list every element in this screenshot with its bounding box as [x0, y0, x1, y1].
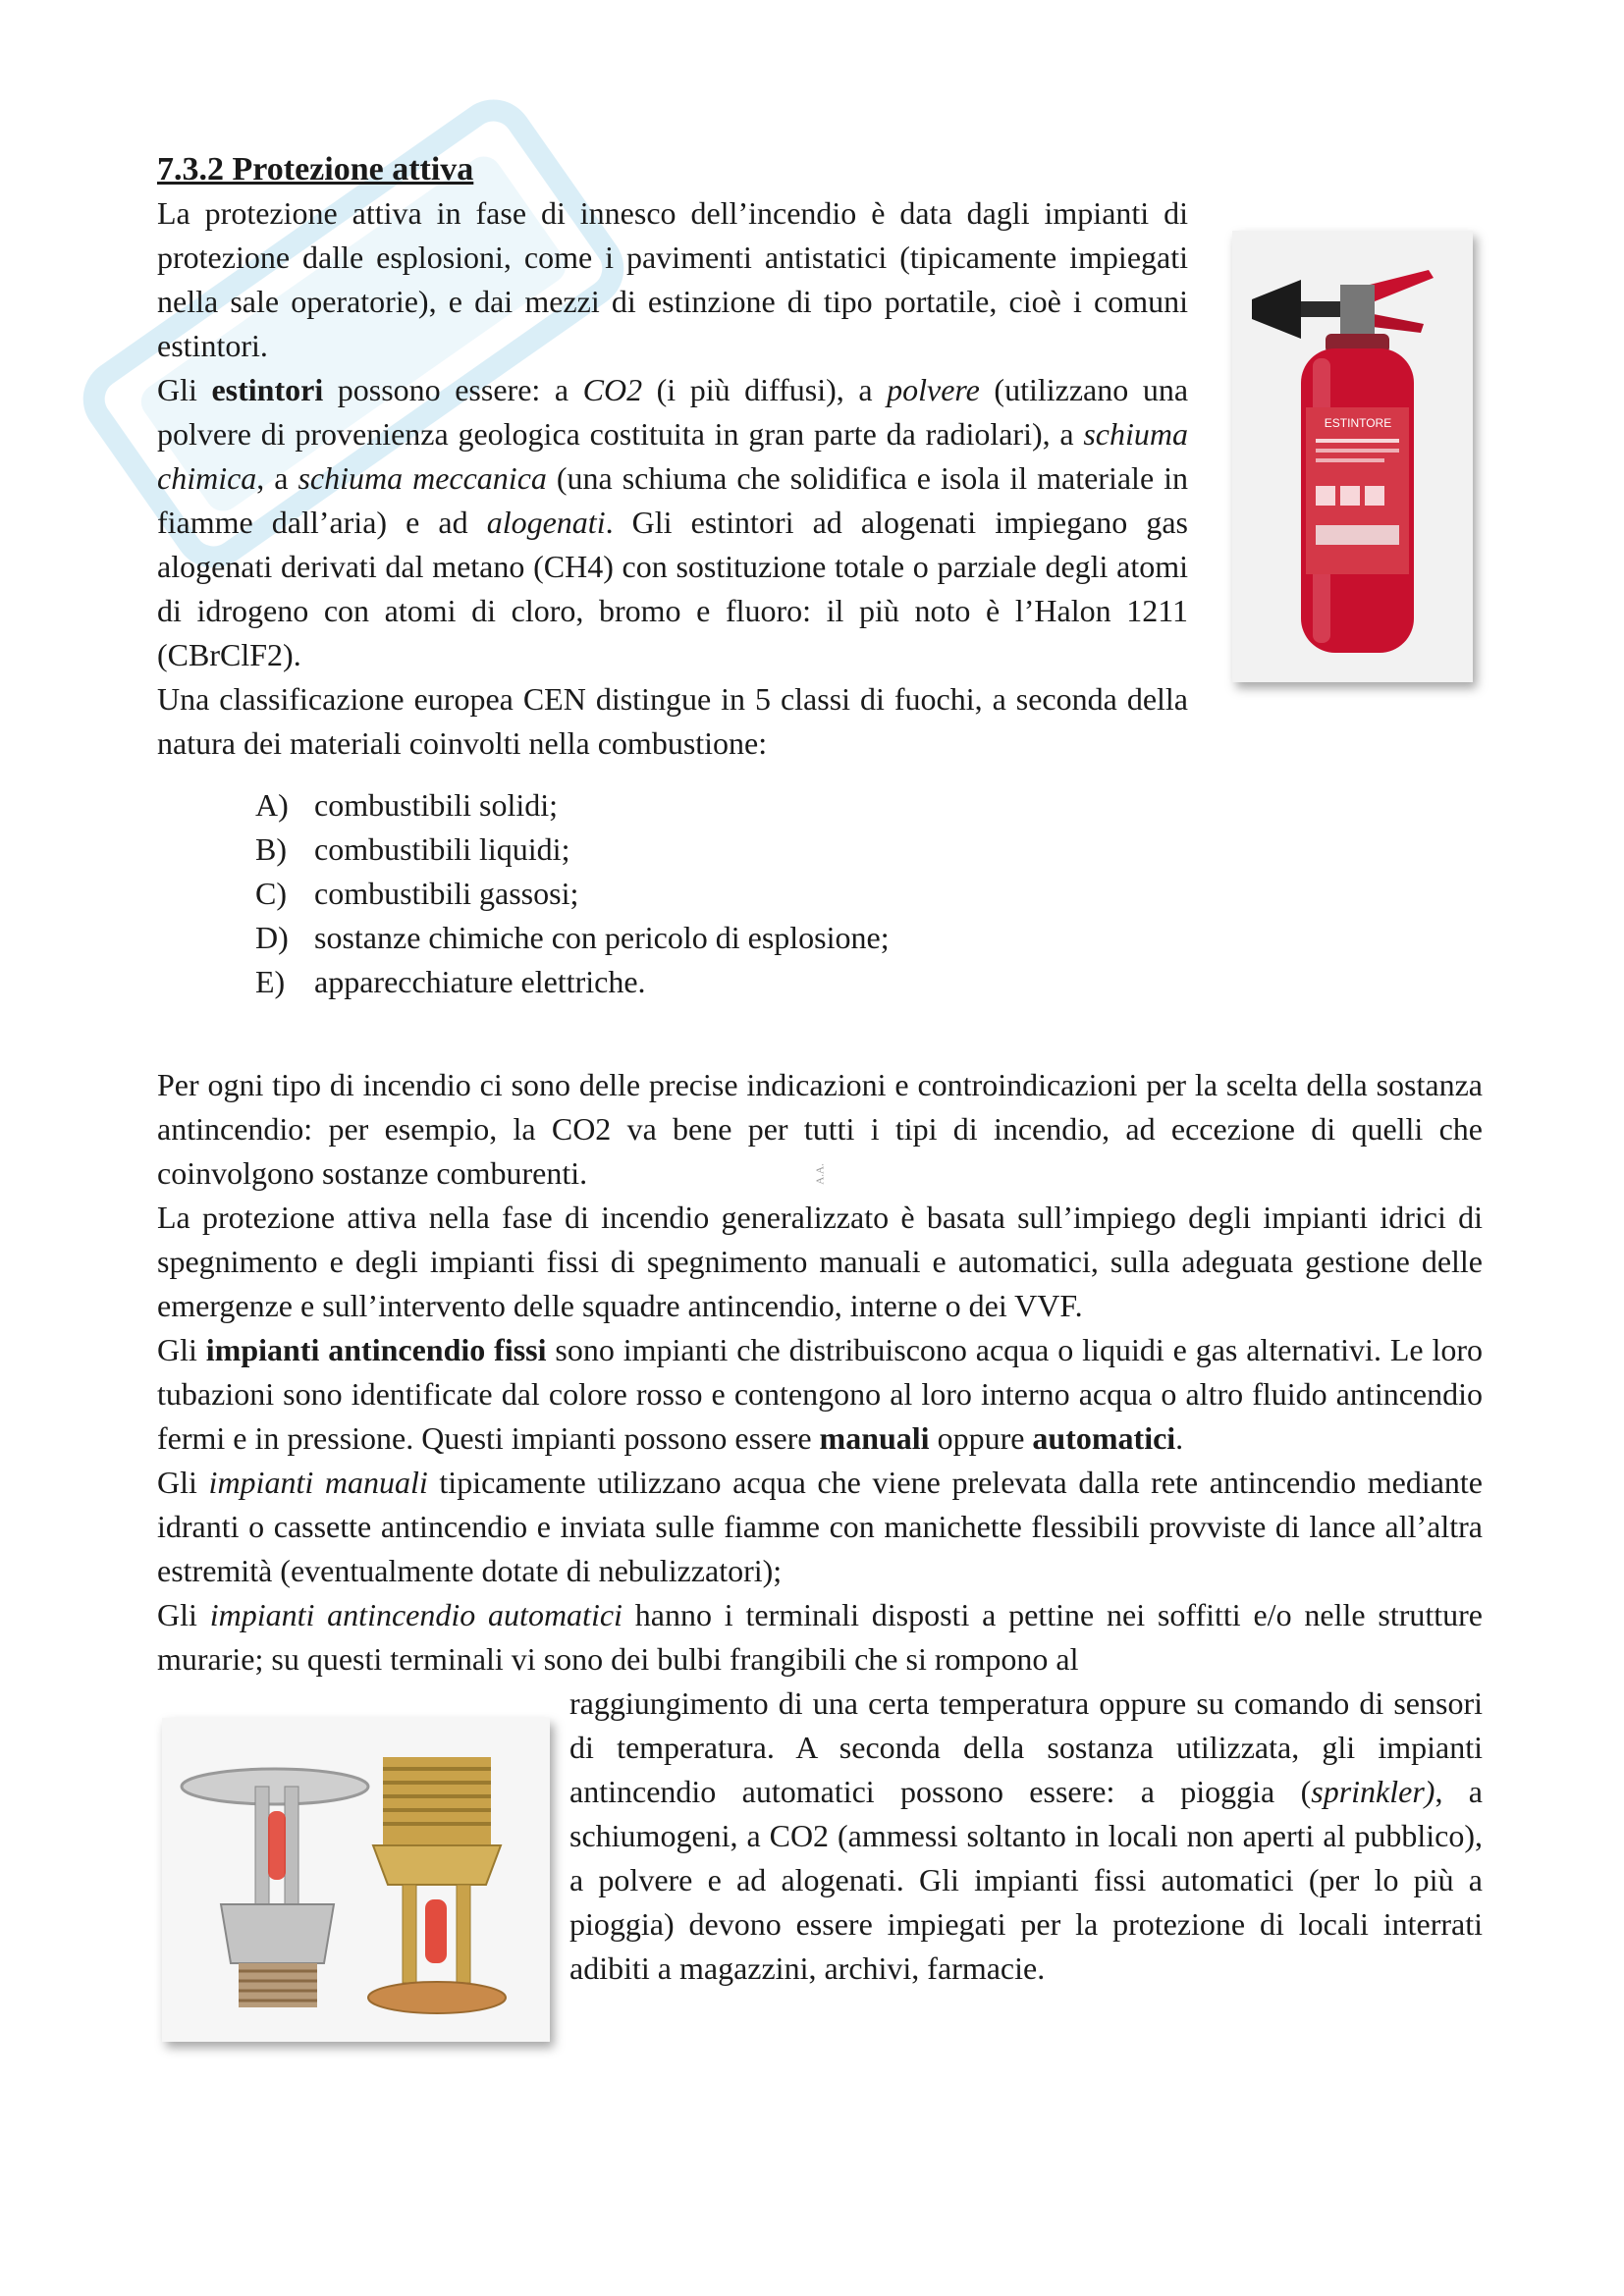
section-title: 7.3.2 Protezione attiva	[157, 151, 474, 187]
small-mark: A.A.	[814, 1163, 827, 1185]
paragraph-automatic-systems-cont: raggiungimento di una certa temperatura oppure su comando di sensori di temperatura. A seconda della sostanza utilizzata, gli impianti antincendio automatici possono essere: a pioggia (sprinkler), a schiumogeni, a CO2 (ammessi soltanto in locali non aperti al pubblico), a polvere e ad alogenati. Gli impianti fissi automatici (per lo più a pioggia) devono essere impiegati per la protezione di locali interrati adibiti a magazzini, archivi, farmacie.	[569, 1685, 1484, 1986]
paragraph-fixed-systems: Gli impianti antincendio fissi sono impianti che distribuiscono acqua o liquidi e gas alternativi. Le loro tubazioni sono identificate dal colore rosso e contengono al loro interno acqua o altro fluido antincendio fermi e in pressione. Questi impianti possono essere manuali oppure automatici.	[157, 1332, 1484, 1456]
term-estintori: estintori	[211, 372, 324, 407]
paragraph-automatic-systems: Gli impianti antincendio automatici hanno i terminali disposti a pettine nei soffitti e/o nelle strutture murarie; su questi terminali vi sono dei bulbi frangibili che si rompono al	[157, 1597, 1484, 1677]
fire-classes-list	[255, 783, 1483, 1004]
paragraph-extinguishers: Gli estintori possono essere: a CO2 (i più diffusi), a polvere (utilizzano una polvere di provenienza geologica costituita in gran parte da radiolari), a schiuma chimica, a schiuma meccanica (una schiuma che solidifica e isola il materiale in fiamme dall’aria) e ad alogenati. Gli estintori ad alogenati impiegano gas alogenati derivati dal metano (CH4) con sostituzione totale o parziale degli atomi di idrogeno con atomi di cloro, bromo e fluoro: il più noto è l’Halon 1211 (CBrClF2).	[157, 372, 1189, 672]
document-body	[157, 147, 1483, 1991]
list-item: A) combustibili solidi;	[255, 787, 559, 823]
list-item: C) combustibili gassosi;	[255, 876, 579, 911]
paragraph-cen-classification: Una classificazione europea CEN distingue in 5 classi di fuochi, a seconda della natura dei materiali coinvolti nella combustione:	[157, 681, 1188, 761]
list-item: B) combustibili liquidi;	[255, 831, 570, 867]
extinguisher-label-text: ESTINTORE	[1324, 416, 1392, 430]
paragraph-generalized-fire: La protezione attiva nella fase di incendio generalizzato è basata sull’impiego degli impianti idrici di spegnimento e degli impianti fissi di spegnimento manuali e automatici, sulla adeguata gestione delle emergenze e sull’intervento delle squadre antincendio, interne o dei VVF.	[157, 1200, 1483, 1323]
paragraph-indications: Per ogni tipo di incendio ci sono delle precise indicazioni e controindicazioni per la scelta della sostanza antincendio: per esempio, la CO2 va bene per tutti i tipi di incendio, ad eccezione di quelli che coinvolgono sostanze comburenti.	[157, 1067, 1483, 1191]
paragraph-manual-systems: Gli impianti manuali tipicamente utilizzano acqua che viene prelevata dalla rete antincendio mediante idranti o cassette antincendio e inviata sulle fiamme con manichette flessibili provviste di lance all’altra estremità (eventualmente dotate di nebulizzatori);	[157, 1465, 1484, 1588]
list-item: D) sostanze chimiche con pericolo di esplosione;	[255, 920, 890, 955]
list-item: E) apparecchiature elettriche.	[255, 964, 646, 999]
paragraph-active-protection-intro: La protezione attiva in fase di innesco dell’incendio è data dagli impianti di protezione dalle esplosioni, come i pavimenti antistatici (tipicamente impiegati nella sale operatorie), e dai mezzi di estinzione di tipo portatile, cioè i comuni estintori.	[157, 195, 1188, 363]
